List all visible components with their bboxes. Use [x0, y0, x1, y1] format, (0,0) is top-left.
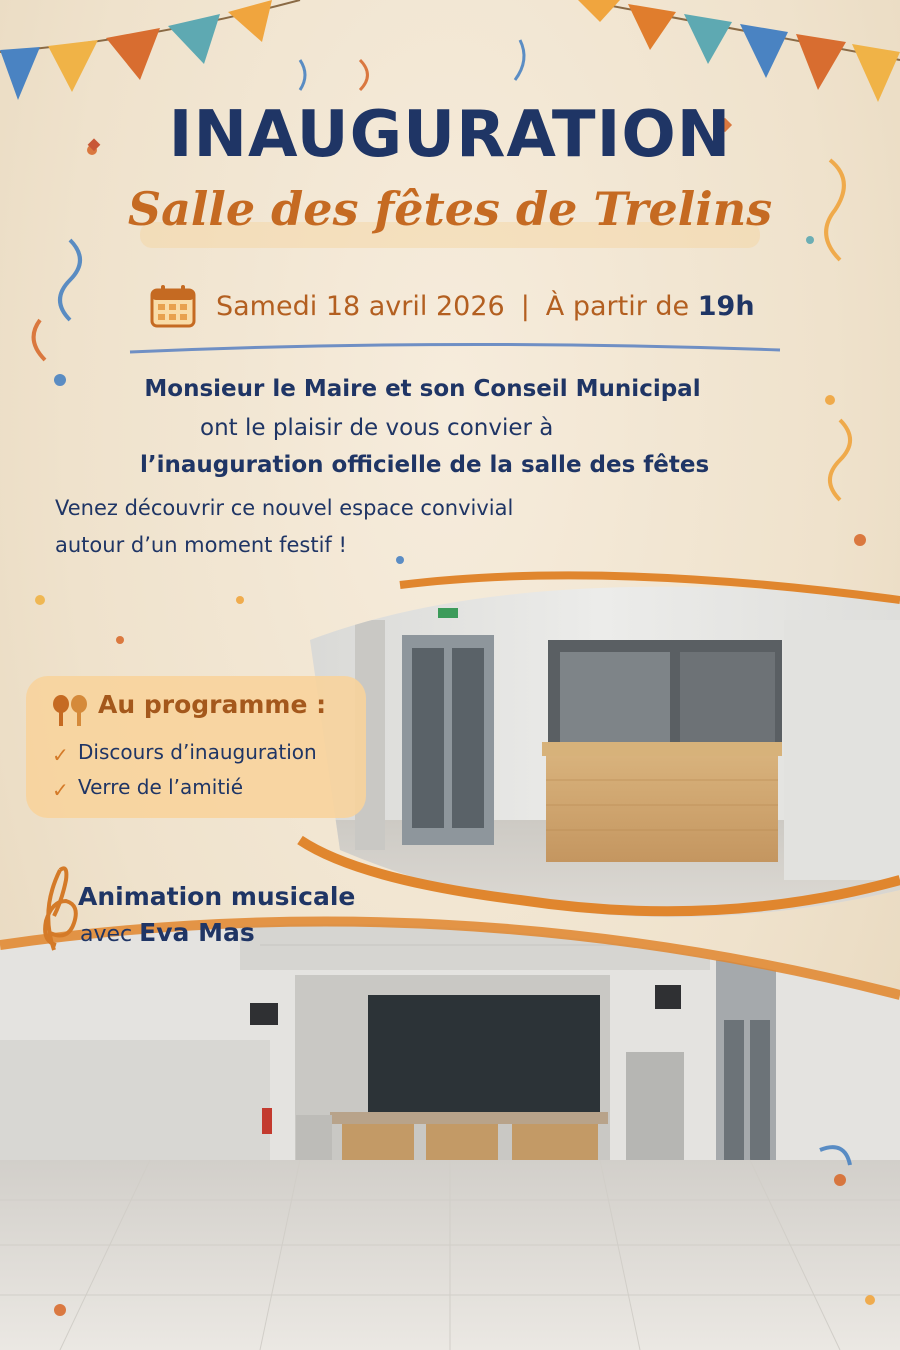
programme-item-2: Verre de l’amitié	[78, 775, 244, 799]
time-prefix: À partir de	[545, 290, 690, 322]
music-artist-line	[80, 918, 255, 947]
date-separator: |	[520, 290, 530, 322]
invitation-line-1: Monsieur le Maire et son Conseil Municipal	[144, 376, 701, 402]
invitation-line-4: Venez découvrir ce nouvel espace convivial	[55, 496, 514, 520]
bunting-right	[578, 0, 900, 102]
music-title: Animation musicale	[78, 882, 356, 911]
music-with: avec	[80, 922, 133, 947]
bunting-left	[0, 0, 300, 100]
check-icon: ✓	[52, 743, 69, 767]
venue-subtitle: Salle des fêtes de Trelins	[127, 182, 773, 236]
event-title: INAUGURATION	[168, 98, 732, 172]
invitation-line-3: l’inauguration officielle de la salle des fêtes	[140, 452, 710, 478]
invitation-line-5: autour d’un moment festif !	[55, 533, 347, 557]
check-icon: ✓	[52, 778, 69, 802]
maracas-icon	[50, 694, 90, 728]
programme-item-1: Discours d’inauguration	[78, 740, 317, 764]
music-artist: Eva Mas	[139, 918, 255, 947]
date-text: Samedi 18 avril 2026	[216, 290, 505, 322]
photo-main-hall	[0, 880, 900, 1350]
time-value: 19h	[697, 290, 755, 322]
calendar-icon	[150, 284, 196, 328]
date-line	[150, 282, 755, 330]
invitation-line-2: ont le plaisir de vous convier à	[200, 415, 554, 441]
programme-title: Au programme :	[98, 690, 327, 719]
